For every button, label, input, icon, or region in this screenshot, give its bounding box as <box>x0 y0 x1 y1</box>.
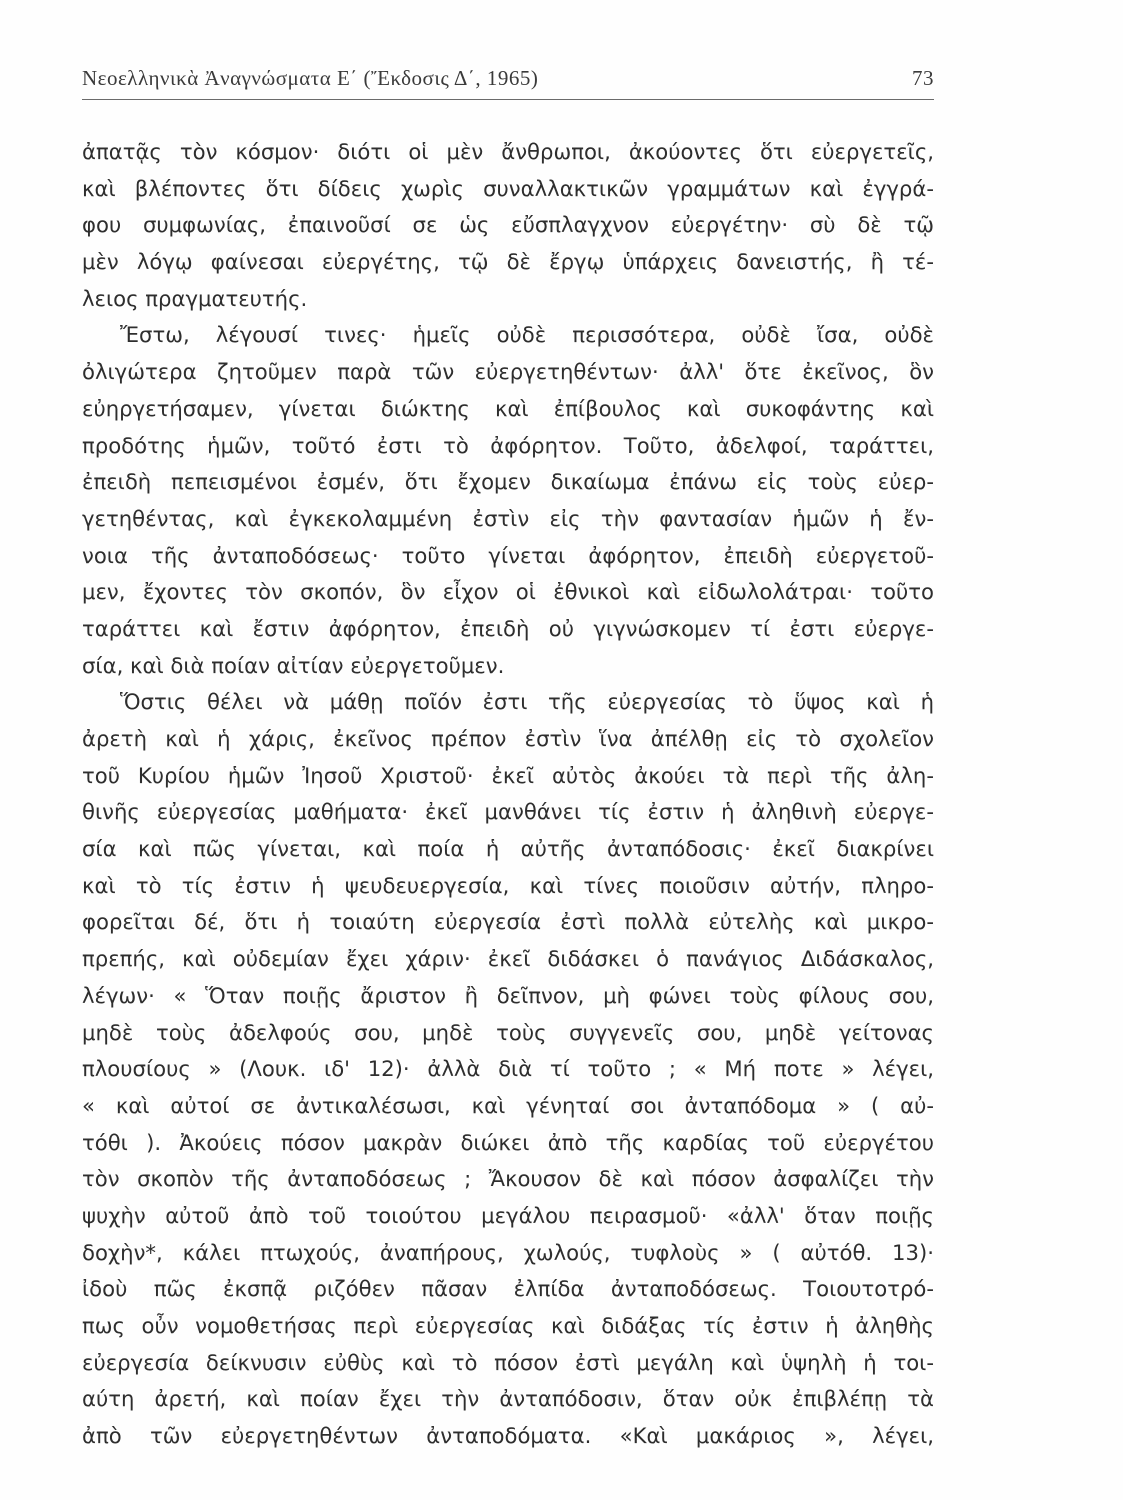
header-rule <box>82 99 934 100</box>
text-line: πλουσίους » (Λουκ. ιδ' 12)· ἀλλὰ διὰ τί τοῦτο ; « Μή ποτε » λέγει, <box>82 1056 934 1082</box>
text-line: τόθι ). Ἀκούεις πόσον μακρὰν διώκει ἀπὸ τῆς καρδίας τοῦ εὐεργέτου <box>82 1129 934 1155</box>
text-line: μηδὲ τοὺς ἀδελφούς σου, μηδὲ τοὺς συγγενεῖς σου, μηδὲ γείτονας <box>82 1019 934 1045</box>
text-line: σία καὶ πῶς γίνεται, καὶ ποία ἡ αὐτῆς ἀνταπόδοσις· ἐκεῖ διακρίνει <box>82 836 934 862</box>
text-line: δοχὴν*, κάλει πτωχούς, ἀναπήρους, χωλούς, τυφλοὺς » ( αὐτόθ. 13)· <box>82 1239 934 1265</box>
text-line: καὶ τὸ τίς ἐστιν ἡ ψευδευεργεσία, καὶ τίνες ποιοῦσιν αὐτήν, πληρο- <box>82 872 934 898</box>
text-line: φορεῖται δέ, ὅτι ἡ τοιαύτη εὐεργεσία ἐστὶ πολλὰ εὐτελὴς καὶ μικρο- <box>82 909 934 935</box>
running-head <box>82 66 934 96</box>
text-line: τοῦ Κυρίου ἡμῶν Ἰησοῦ Χριστοῦ· ἐκεῖ αὐτὸς ἀκούει τὰ περὶ τῆς ἀλη- <box>82 762 934 788</box>
text-line: γετηθέντας, καὶ ἐγκεκολαμμένη ἐστὶν εἰς τὴν φαντασίαν ἡμῶν ἡ ἔν- <box>82 505 934 531</box>
running-head-title: Νεοελληνικὰ Ἀναγνώσματα Ε΄ (Ἔκδοσις Δ΄, 1965) <box>82 66 539 90</box>
text-line: τὸν σκοπὸν τῆς ἀνταποδόσεως ; Ἄκουσον δὲ καὶ πόσον ἀσφαλίζει τὴν <box>82 1166 934 1192</box>
text-line: ἰδοὺ πῶς ἐκσπᾷ ριζόθεν πᾶσαν ἐλπίδα ἀνταποδόσεως. Τοιουτοτρό- <box>82 1276 934 1302</box>
text-line: « καὶ αὐτοί σε ἀντικαλέσωσι, καὶ γένηταί σοι ἀνταπόδομα » ( αὐ- <box>82 1092 934 1118</box>
text-line: ἀπατᾷς τὸν κόσμον· διότι οἱ μὲν ἄνθρωποι, ἀκούοντες ὅτι εὐεργετεῖς, <box>82 139 934 164</box>
text-line: Ἔστω, λέγουσί τινες· ἡμεῖς οὐδὲ περισσότερα, οὐδὲ ἴσα, οὐδὲ <box>120 322 934 348</box>
text-line: πρεπής, καὶ οὐδεμίαν ἔχει χάριν· ἐκεῖ διδάσκει ὁ πανάγιος Διδάσκαλος, <box>82 946 934 972</box>
text-line: αύτη ἀρετή, καὶ ποίαν ἔχει τὴν ἀνταπόδοσιν, ὅταν οὐκ ἐπιβλέπῃ τὰ <box>82 1386 934 1412</box>
body-text <box>82 134 934 1455</box>
text-line: εὐεργεσία δείκνυσιν εὐθὺς καὶ τὸ πόσον ἐστὶ μεγάλη καὶ ὑψηλὴ ἡ τοι- <box>82 1349 934 1375</box>
text-line: λειος πραγματευτής. <box>82 285 308 311</box>
text-line: ὀλιγώτερα ζητοῦμεν παρὰ τῶν εὐεργετηθέντων· ἀλλ' ὅτε ἐκεῖνος, ὃν <box>82 359 934 385</box>
text-line: ταράττει καὶ ἔστιν ἀφόρητον, ἐπειδὴ οὐ γιγνώσκομεν τί ἐστι εὐεργε- <box>82 615 934 641</box>
text-line: μεν, ἔχοντες τὸν σκοπόν, ὃν εἶχον οἱ ἐθνικοὶ καὶ εἰδωλολάτραι· τοῦτο <box>82 579 934 605</box>
text-line: εὐηργετήσαμεν, γίνεται διώκτης καὶ ἐπίβουλος καὶ συκοφάντης καὶ <box>82 395 934 421</box>
text-line: πως οὖν νομοθετήσας περὶ εὐεργεσίας καὶ διδάξας τίς ἐστιν ἡ ἀληθὴς <box>82 1313 934 1338</box>
text-line: θινῆς εὐεργεσίας μαθήματα· ἐκεῖ μανθάνει τίς ἐστιν ἡ ἀληθινὴ εὐεργε- <box>82 799 934 825</box>
text-line: ἀρετὴ καὶ ἡ χάρις, ἐκεῖνος πρέπον ἐστὶν ἵνα ἀπέλθῃ εἰς τὸ σχολεῖον <box>82 726 934 751</box>
text-line: καὶ βλέποντες ὅτι δίδεις χωρὶς συναλλακτικῶν γραμμάτων καὶ ἐγγρά- <box>82 175 934 201</box>
text-line: σία, καὶ διὰ ποίαν αἰτίαν εὐεργετοῦμεν. <box>82 652 505 678</box>
page-number: 73 <box>912 66 934 90</box>
text-line: φου συμφωνίας, ἐπαινοῦσί σε ὡς εὔσπλαγχνον εὐεργέτην· σὺ δὲ τῷ <box>82 212 934 238</box>
text-line: ἀπὸ τῶν εὐεργετηθέντων ἀνταποδόματα. «Καὶ μακάριος », λέγει, <box>82 1423 934 1449</box>
text-line: Ὅστις θέλει νὰ μάθῃ ποῖόν ἐστι τῆς εὐεργεσίας τὸ ὕψος καὶ ἡ <box>120 689 934 715</box>
text-line: ἐπειδὴ πεπεισμένοι ἐσμέν, ὅτι ἔχομεν δικαίωμα ἐπάνω εἰς τοὺς εὐερ- <box>82 469 934 495</box>
text-line: νοια τῆς ἀνταποδόσεως· τοῦτο γίνεται ἀφόρητον, ἐπειδὴ εὐεργετοῦ- <box>82 542 934 568</box>
text-line: μὲν λόγῳ φαίνεσαι εὐεργέτης, τῷ δὲ ἔργῳ ὑπάρχεις δανειστής, ἢ τέ- <box>82 249 934 275</box>
text-line: λέγων· « Ὅταν ποιῇς ἄριστον ἢ δεῖπνον, μὴ φώνει τοὺς φίλους σου, <box>82 982 934 1008</box>
text-line: ψυχὴν αὐτοῦ ἀπὸ τοῦ τοιούτου μεγάλου πειρασμοῦ· «ἀλλ' ὅταν ποιῇς <box>82 1202 934 1228</box>
text-line: προδότης ἡμῶν, τοῦτό ἐστι τὸ ἀφόρητον. Τοῦτο, ἀδελφοί, ταράττει, <box>82 432 934 458</box>
